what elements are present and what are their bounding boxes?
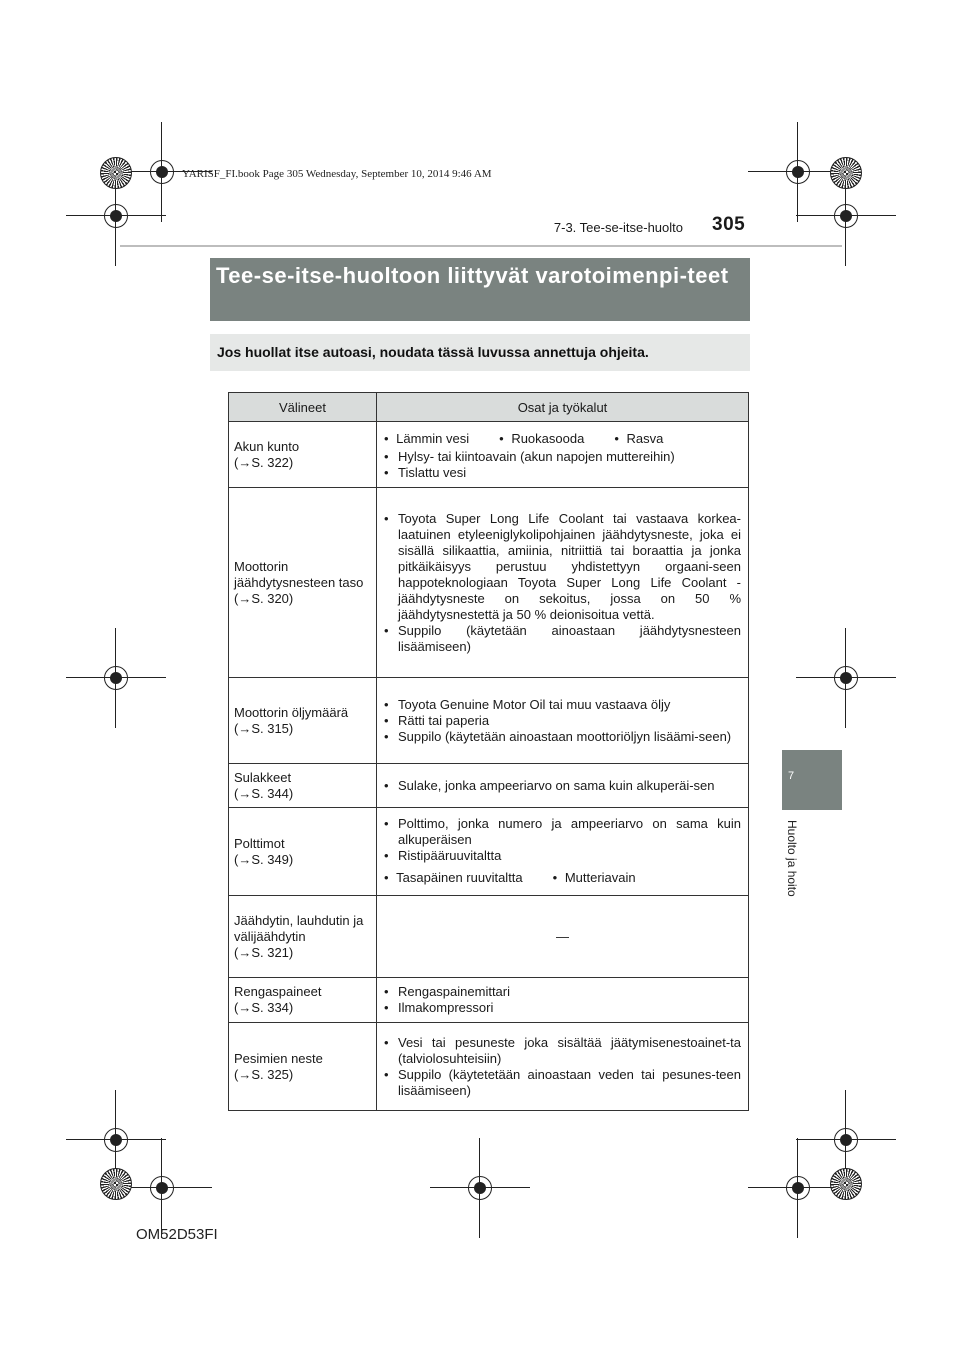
item-cell xyxy=(229,978,377,1023)
registration-mark xyxy=(778,1168,818,1208)
chapter-label: Huolto ja hoito xyxy=(785,820,799,897)
bullet-icon: • xyxy=(384,728,389,744)
item-cell xyxy=(229,678,377,764)
tool-text: Tasapäinen ruuvitaltta xyxy=(396,869,523,885)
tool-text: Suppilo (käytetään ainoastaan jäähdytysnesteen lisäämiseen) xyxy=(398,622,741,654)
page-number: 305 xyxy=(712,214,746,235)
registration-mark xyxy=(96,1120,136,1160)
list-item xyxy=(384,465,741,481)
inline-tool-list xyxy=(384,431,741,447)
table-row xyxy=(229,896,749,978)
item-cell xyxy=(229,896,377,978)
color-target-icon xyxy=(830,157,862,189)
tool-text: Ristipääruuvitaltta xyxy=(398,847,502,863)
page-reference: (→S. 320) xyxy=(234,590,294,606)
registration-mark xyxy=(142,1168,182,1208)
bullet-icon: • xyxy=(384,815,389,831)
bullet-icon: • xyxy=(384,622,389,638)
tool-text: Toyota Genuine Motor Oil tai muu vastaava öljy xyxy=(398,696,671,712)
inline-tool-item xyxy=(553,870,636,886)
tools-table xyxy=(228,392,749,1111)
inline-tool-item xyxy=(384,870,523,886)
bullet-icon: • xyxy=(384,696,389,712)
tools-cell xyxy=(377,808,749,896)
tools-cell xyxy=(377,978,749,1023)
item-cell xyxy=(229,488,377,678)
bullet-icon: • xyxy=(384,464,389,480)
tool-text: Rätti tai paperia xyxy=(398,712,490,728)
bullet-icon: • xyxy=(384,1066,389,1082)
item-name: Polttimot xyxy=(234,835,285,851)
table-header-row xyxy=(229,393,749,422)
tools-cell xyxy=(377,422,749,488)
item-name: Rengaspaineet xyxy=(234,984,322,999)
page-reference: (→S. 315) xyxy=(234,720,294,736)
column-header: Välineet xyxy=(229,393,377,422)
list-item xyxy=(384,778,741,794)
table-row xyxy=(229,978,749,1023)
page-reference: (→S. 321) xyxy=(234,944,294,960)
item-cell xyxy=(229,764,377,808)
page-reference: (→S. 334) xyxy=(234,1000,294,1015)
bullet-icon: • xyxy=(384,712,389,728)
tools-cell xyxy=(377,488,749,678)
bullet-icon: • xyxy=(384,430,393,446)
tool-text: Rengaspainemittari xyxy=(398,984,511,999)
column-header: Osat ja työkalut xyxy=(377,393,749,422)
list-item xyxy=(384,984,741,1000)
item-name: Moottorin jäähdytysnesteen taso xyxy=(234,558,364,590)
registration-mark xyxy=(460,1168,500,1208)
page-reference: (→S. 344) xyxy=(234,785,294,801)
color-target-icon xyxy=(830,1168,862,1200)
item-name: Moottorin öljymäärä xyxy=(234,704,349,720)
bullet-icon: • xyxy=(384,847,389,863)
tool-text: Suppilo (käytetään ainoastaan moottoriöljyn lisäämi-seen) xyxy=(398,728,732,744)
inline-tool-item xyxy=(384,431,469,447)
list-item xyxy=(384,1000,741,1016)
table-row xyxy=(229,488,749,678)
registration-mark xyxy=(826,658,866,698)
bullet-icon: • xyxy=(384,448,389,464)
list-item xyxy=(384,848,741,864)
color-target-icon xyxy=(100,157,132,189)
page-reference: (→S. 325) xyxy=(234,1066,294,1082)
list-item xyxy=(384,729,741,745)
chapter-number: 7 xyxy=(788,770,795,782)
list-item xyxy=(384,1035,741,1067)
registration-mark xyxy=(96,196,136,236)
table-row xyxy=(229,422,749,488)
list-item xyxy=(384,697,741,713)
inline-tool-item xyxy=(499,431,584,447)
registration-mark xyxy=(826,196,866,236)
tool-text: Suppilo (käytetetään ainoastaan veden tai pesunes-teen lisäämiseen) xyxy=(398,1066,741,1098)
item-cell xyxy=(229,808,377,896)
inline-tool-list xyxy=(384,870,741,886)
bullet-icon: • xyxy=(384,777,389,793)
tool-text: Toyota Super Long Life Coolant tai vastaava korkea-laatuinen etyleeniglykolipohjainen jäähdytysneste, joka ei sisällä silikaattia, amiinia, nitriittiä tai boraattia ja jonka pitkäikäisyys perustuu yhdistettyyn orgaani-seen happoteknologiaan Toyota Super Long Life Coolant -jäähdytysneste on sekoitus, jossa on 50 % jäähdytysnestettä ja 50 % deionisoitua vettä. xyxy=(398,510,741,622)
bullet-icon: • xyxy=(384,984,389,999)
inline-tool-item xyxy=(614,431,663,447)
section-header: 7-3. Tee-se-itse-huolto xyxy=(553,220,683,235)
bullet-icon: • xyxy=(552,869,561,885)
registration-mark xyxy=(826,1120,866,1160)
page-reference: (→S. 322) xyxy=(234,454,294,470)
item-cell xyxy=(229,1023,377,1111)
list-item xyxy=(384,816,741,848)
tools-cell xyxy=(377,764,749,808)
tools-cell xyxy=(377,1023,749,1111)
item-name: Pesimien neste xyxy=(234,1050,323,1066)
item-name: Jäähdytin, lauhdutin ja välijäähdytin xyxy=(234,912,364,944)
bullet-icon: • xyxy=(614,430,623,446)
tool-text: Lämmin vesi xyxy=(396,430,470,446)
tool-text: Mutteriavain xyxy=(564,869,636,885)
tool-text: Polttimo, jonka numero ja ampeeriarvo on sama kuin alkuperäisen xyxy=(398,815,741,847)
table-row xyxy=(229,678,749,764)
registration-mark xyxy=(96,658,136,698)
bullet-icon: • xyxy=(384,1034,389,1050)
table-row xyxy=(229,764,749,808)
tool-text: Sulake, jonka ampeeriarvo on sama kuin alkuperäi-sen xyxy=(398,777,715,793)
document-code: OM52D53FI xyxy=(136,1226,218,1243)
intro-text: Jos huollat itse autoasi, noudata tässä luvussa annettuja ohjeita. xyxy=(217,344,649,360)
header-divider xyxy=(120,245,842,247)
registration-mark xyxy=(142,152,182,192)
tool-text: Ruokasooda xyxy=(511,430,585,446)
bullet-icon: • xyxy=(384,1000,389,1015)
bullet-icon: • xyxy=(384,869,393,885)
tools-cell xyxy=(377,896,749,978)
tool-text: Tislattu vesi xyxy=(398,464,467,480)
tool-text: Rasva xyxy=(626,430,664,446)
registration-mark xyxy=(778,152,818,192)
list-item xyxy=(384,713,741,729)
list-item xyxy=(384,1067,741,1099)
item-name: Sulakkeet xyxy=(234,769,292,785)
page-title: Tee-se-itse-huoltoon liittyvät varotoimenpi-teet xyxy=(216,263,729,288)
tools-cell xyxy=(377,678,749,764)
list-item xyxy=(384,623,741,655)
tool-text: Hylsy- tai kiintoavain (akun napojen muttereihin) xyxy=(398,448,675,464)
item-cell xyxy=(229,422,377,488)
bullet-icon: • xyxy=(384,510,389,526)
page-reference: (→S. 349) xyxy=(234,851,294,867)
bullet-icon: • xyxy=(499,430,508,446)
table-row xyxy=(229,1023,749,1111)
list-item xyxy=(384,511,741,623)
color-target-icon xyxy=(100,1168,132,1200)
list-item xyxy=(384,449,741,465)
tool-text: Vesi tai pesuneste joka sisältää jäätymisenestoainet-ta (talviolosuhteisiin) xyxy=(398,1034,741,1066)
tool-text: Ilmakompressori xyxy=(398,1000,494,1015)
item-name: Akun kunto xyxy=(234,438,300,454)
book-info: YARISF_FI.book Page 305 Wednesday, September 10, 2014 9:46 AM xyxy=(182,168,492,180)
no-tools-dash: — xyxy=(556,928,569,944)
table-row xyxy=(229,808,749,896)
